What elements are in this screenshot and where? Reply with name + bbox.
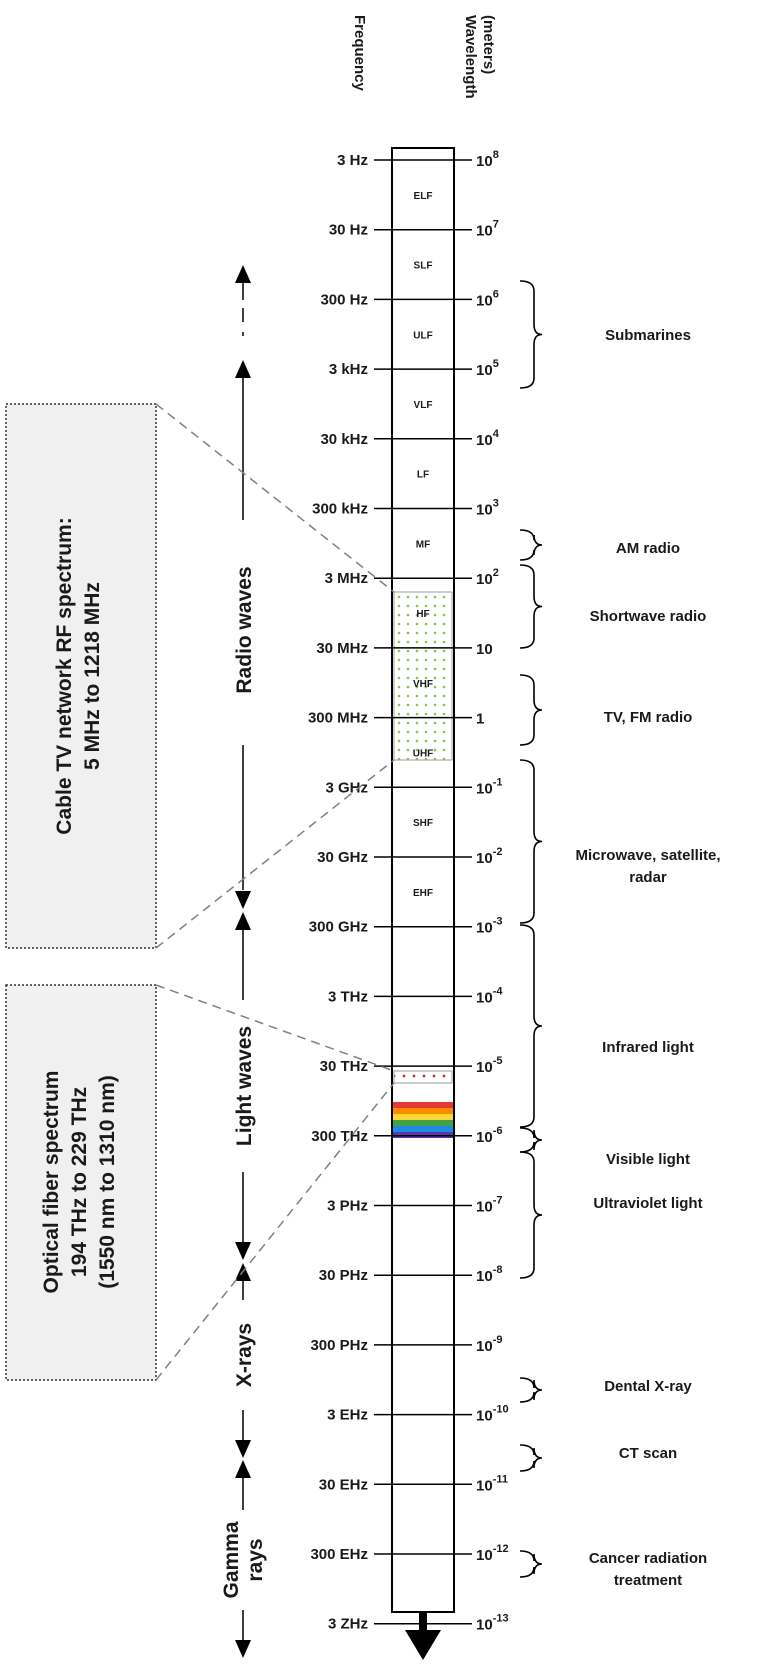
gamma-label-line2: rays — [244, 1538, 267, 1582]
band-label-elf: ELF — [413, 190, 433, 202]
frequency-tick-label: 300 kHz — [312, 500, 368, 518]
wavelength-tick-label: $10^{-11}$ — [476, 1473, 508, 1495]
frequency-tick-label: 3 Hz — [337, 152, 368, 169]
cancer-treatment-brace — [520, 1551, 542, 1577]
microwave-label-line2: radar — [629, 869, 667, 886]
band-label-ehf: EHF — [413, 887, 433, 899]
band-label-ulf: ULF — [413, 330, 433, 342]
frequency-tick-label: 3 MHz — [324, 570, 368, 588]
frequency-tick-label: 300 THz — [311, 1127, 368, 1145]
frequency-tick-label: 300 Hz — [320, 291, 368, 309]
visible-light-rainbow — [392, 1102, 454, 1138]
shortwave-radio-label: Shortwave radio — [589, 608, 707, 625]
band-label-hf: HF — [416, 609, 430, 621]
wavelength-tick-label: $10^{-8}$ — [476, 1264, 503, 1286]
microwave-label-line1: Microwave, satellite, — [575, 847, 721, 864]
infrared-label: Infrared light — [602, 1039, 694, 1056]
frequency-tick-label: 3 PHz — [327, 1197, 368, 1215]
band-label-vhf: VHF — [413, 678, 433, 690]
ultraviolet-label: Ultraviolet light — [593, 1195, 703, 1212]
am-radio-brace — [520, 530, 542, 560]
wavelength-tick-label: $10^3$ — [476, 497, 499, 519]
x-rays-label: X-rays — [233, 1322, 256, 1388]
frequency-tick-label: 300 EHz — [310, 1546, 368, 1563]
submarines-label: Submarines — [605, 327, 691, 344]
optical-callout-line2: 194 THz to 229 THz — [68, 1086, 91, 1278]
callout-connectors — [156, 404, 394, 1380]
frequency-labels — [308, 152, 368, 1633]
frequency-tick-label: 3 kHz — [328, 361, 368, 379]
frequency-tick-label: 3 ZHz — [327, 1615, 368, 1633]
wavelength-tick-label: $10^4$ — [476, 427, 499, 449]
band-label-vlf: VLF — [413, 399, 433, 411]
wavelength-tick-label: $10^{-2}$ — [476, 846, 503, 867]
wavelength-tick-label: $10^{-4}$ — [476, 985, 503, 1007]
spectrum-scale — [392, 148, 454, 1612]
shortwave-brace — [520, 565, 542, 648]
wavelength-tick-label: 10 — [476, 640, 493, 658]
tv-fm-brace — [520, 675, 542, 745]
band-label-mf: MF — [415, 539, 431, 551]
frequency-tick-label: 30 PHz — [318, 1267, 368, 1285]
wavelength-header: Wavelength — [462, 15, 479, 99]
wavelength-tick-label: $10^{-1}$ — [476, 776, 503, 798]
band-label-uhf: UHF — [412, 748, 434, 760]
wavelength-tick-label: 1 — [476, 710, 485, 728]
visible-light-brace — [520, 1128, 542, 1152]
optical-callout-line3: (1550 nm to 1310 nm) — [96, 1075, 119, 1289]
wavelength-tick-label: $10^2$ — [476, 567, 499, 589]
frequency-tick-label: 30 kHz — [320, 430, 368, 448]
optical-fiber-highlight — [394, 1071, 452, 1083]
wavelength-tick-label: $10^{-7}$ — [476, 1194, 503, 1216]
frequency-tick-label: 30 GHz — [317, 849, 368, 866]
wavelength-tick-label: $10^5$ — [476, 358, 499, 380]
band-label-shf: SHF — [413, 818, 433, 830]
cable-tv-callout-line2: 5 MHz to 1218 MHz — [81, 582, 104, 770]
frequency-tick-label: 3 GHz — [325, 779, 368, 797]
visible-light-label: Visible light — [606, 1151, 690, 1168]
frequency-tick-label: 3 THz — [327, 988, 368, 1006]
scale-continuation-arrow — [405, 1612, 441, 1660]
frequency-tick-label: 30 EHz — [318, 1476, 368, 1494]
ct-scan-label: CT scan — [618, 1445, 678, 1462]
submarines-brace — [520, 281, 542, 388]
cable-tv-callout — [6, 404, 156, 948]
band-label-slf: SLF — [413, 260, 433, 272]
wavelength-tick-label: $10^{-12}$ — [476, 1543, 509, 1564]
wave-region-arrows — [235, 265, 251, 1658]
cancer-treatment-label-line1: Cancer radiation — [588, 1550, 708, 1567]
wavelength-tick-label: $10^7$ — [476, 218, 499, 240]
radio-waves-label: Radio waves — [233, 566, 256, 694]
frequency-tick-label: 30 THz — [319, 1058, 368, 1076]
wavelength-tick-label: $10^{-13}$ — [476, 1612, 509, 1634]
dental-xray-brace — [520, 1378, 542, 1402]
band-label-lf: LF — [416, 469, 430, 481]
microwave-brace — [520, 760, 542, 923]
cable-tv-callout-line1: Cable TV network RF spectrum: — [53, 517, 76, 835]
frequency-tick-label: 300 PHz — [310, 1336, 368, 1354]
frequency-tick-label: 300 GHz — [308, 918, 368, 936]
tv-fm-radio-label: TV, FM radio — [603, 709, 693, 726]
infrared-brace — [520, 925, 542, 1127]
cancer-treatment-label-line2: treatment — [613, 1572, 683, 1589]
frequency-header: Frequency — [351, 15, 368, 91]
ct-scan-brace — [520, 1445, 542, 1471]
band-labels — [413, 191, 434, 899]
wavelength-tick-label: $10^{-5}$ — [476, 1055, 503, 1077]
wavelength-labels — [476, 149, 509, 1634]
wavelength-units-header: (meters) — [480, 15, 497, 75]
light-waves-label: Light waves — [233, 1025, 256, 1147]
wavelength-tick-label: $10^{-9}$ — [476, 1333, 503, 1355]
frequency-tick-label: 30 MHz — [316, 639, 368, 657]
dental-xray-label: Dental X-ray — [604, 1378, 692, 1395]
wavelength-tick-label: $10^6$ — [476, 288, 499, 310]
wavelength-tick-label: $10^{-3}$ — [476, 915, 503, 937]
application-braces — [520, 281, 542, 1577]
ultraviolet-brace — [520, 1152, 542, 1278]
am-radio-label: AM radio — [615, 540, 681, 557]
gamma-label-line1: Gamma — [220, 1521, 243, 1599]
optical-fiber-callout — [6, 985, 156, 1380]
optical-callout-line1: Optical fiber spectrum — [40, 1070, 63, 1294]
wavelength-tick-label: $10^{-6}$ — [476, 1124, 503, 1146]
wavelength-tick-label: $10^{-10}$ — [476, 1403, 509, 1425]
frequency-tick-label: 30 Hz — [328, 221, 368, 239]
wavelength-tick-label: $10^8$ — [476, 149, 499, 170]
frequency-tick-label: 3 EHz — [327, 1406, 368, 1424]
frequency-tick-label: 300 MHz — [307, 709, 368, 727]
